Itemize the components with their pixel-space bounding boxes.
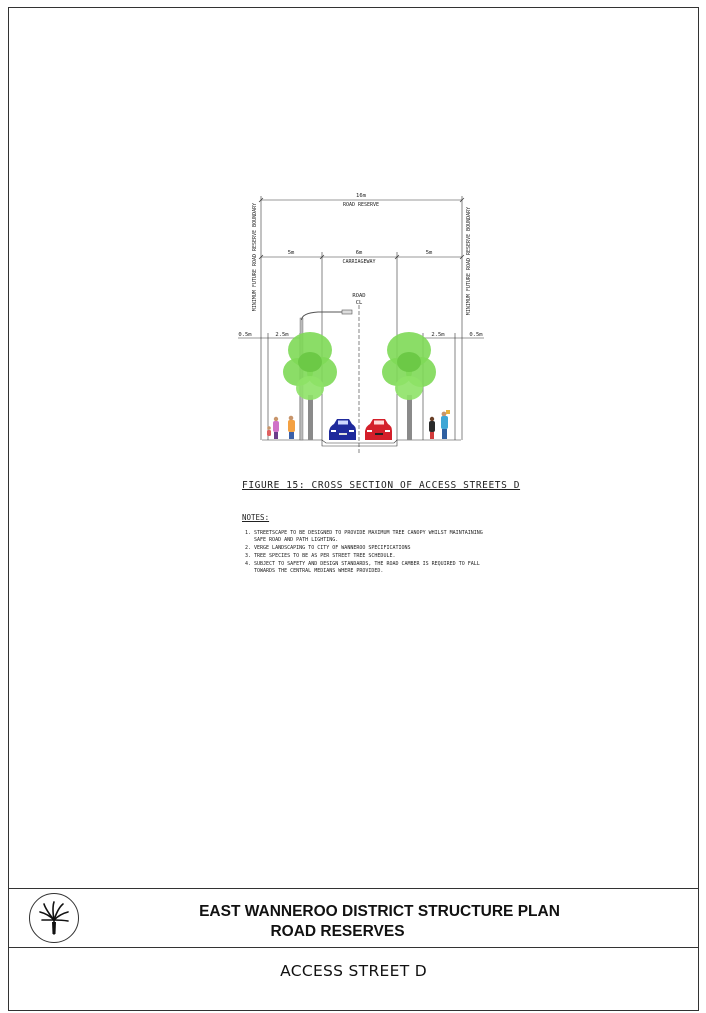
notes-heading: NOTES: (242, 513, 270, 522)
drawing-name: ACCESS STREET D (280, 962, 427, 980)
dimension-total: 16m (356, 193, 366, 199)
note-item: 1. STREETSCAPE TO BE DESIGNED TO PROVIDE MAXIMUM TREE CANOPY WHILST MAINTAINING SAFE ROAD AND PATH LIGHTING. (254, 530, 492, 544)
title-block (8, 888, 699, 948)
car-blue-icon (329, 419, 356, 440)
figure-title: FIGURE 15: CROSS SECTION OF ACCESS STREETS D (242, 480, 521, 491)
left-boundary-label: MINIMUM FUTURE ROAD RESERVE BOUNDARY (252, 202, 258, 312)
dimension-left-offset: 0.5m (238, 332, 252, 338)
dimension-left-verge: 5m (287, 250, 295, 256)
road-reserve-label: ROAD RESERVE (342, 202, 380, 208)
dimension-right-offset: 0.5m (469, 332, 483, 338)
plan-subtitle: ROAD RESERVES (270, 923, 405, 940)
dimension-left-path: 2.5m (275, 332, 289, 338)
dimension-right-path: 2.5m (431, 332, 445, 338)
ground-profile (262, 440, 461, 443)
right-boundary-label: MINIMUM FUTURE ROAD RESERVE BOUNDARY (466, 206, 472, 316)
note-item: 4. SUBJECT TO SAFETY AND DESIGN STANDARDS, THE ROAD CAMBER IS REQUIRED TO FALL TOWARDS THE CENTRAL MEDIANS WHERE PROVIDED. (254, 561, 492, 575)
right-tree-icon (382, 332, 436, 440)
pedestrians-left-icon (267, 416, 295, 439)
car-red-icon (365, 419, 392, 440)
carriageway-label: CARRIAGEWAY (342, 259, 376, 265)
pedestrians-right-icon (429, 410, 450, 439)
plan-title: EAST WANNEROO DISTRICT STRUCTURE PLAN (199, 903, 560, 920)
note-item: 3. TREE SPECIES TO BE AS PER STREET TREE SCHEDULE. (254, 553, 492, 560)
notes-section (242, 513, 492, 576)
road-cl-label-line2: CL (355, 300, 363, 306)
note-item: 2. VERGE LANDSCAPING TO CITY OF WANNEROO SPECIFICATIONS (254, 545, 492, 552)
dimension-right-verge: 5m (425, 250, 433, 256)
notes-list (242, 530, 492, 575)
road-cl-label-line1: ROAD (352, 293, 366, 299)
dimension-carriageway: 6m (355, 250, 363, 256)
